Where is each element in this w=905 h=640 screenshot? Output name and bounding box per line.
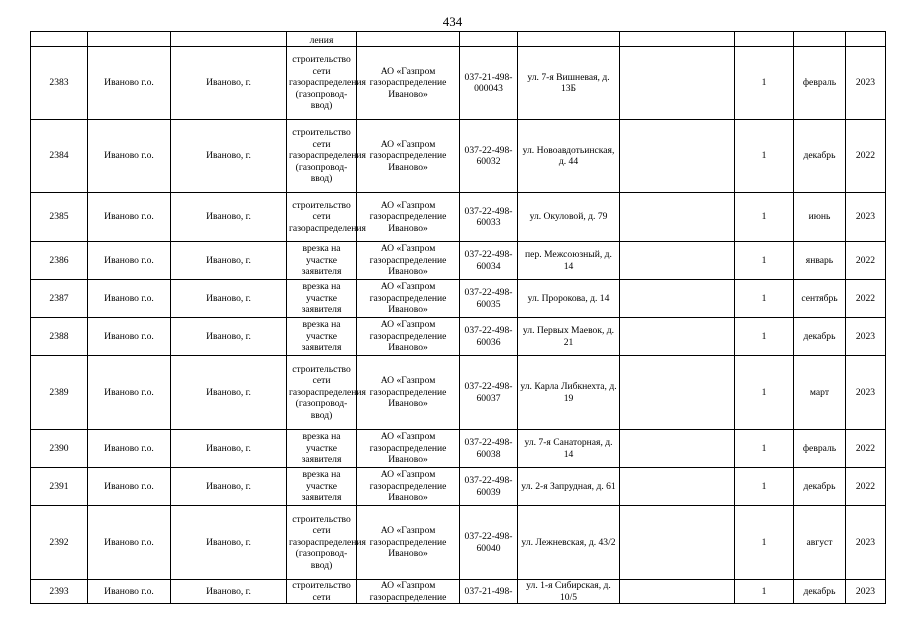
cell-work-type: врезка на участке заявителя (287, 242, 357, 280)
cell-project-code: 037-22-498-60040 (460, 506, 518, 580)
cell-year: 2023 (846, 47, 886, 120)
cell-organization: АО «Газпром газораспределение Иваново» (357, 193, 460, 242)
cell-municipality: Иваново г.о. (88, 193, 171, 242)
cell-project-code: 037-21-498- (460, 580, 518, 604)
cell-count: 1 (735, 280, 794, 318)
cell-year: 2022 (846, 430, 886, 468)
cell-count: 1 (735, 356, 794, 430)
cell-locality: Иваново, г. (171, 356, 287, 430)
registry-table (30, 31, 886, 604)
cell-work-type: строительство сети газораспределения (287, 193, 357, 242)
table-row (31, 280, 886, 318)
cell-organization: АО «Газпром газораспределение Иваново» (357, 120, 460, 193)
cell-municipality: Иваново г.о. (88, 280, 171, 318)
table-row (31, 580, 886, 604)
table-row (31, 506, 886, 580)
cell-year: 2023 (846, 318, 886, 356)
cell-year: 2022 (846, 468, 886, 506)
cell-work-type: строительство сети газораспределения (газопровод-ввод) (287, 356, 357, 430)
cell-count: 1 (735, 506, 794, 580)
cell-work-type: врезка на участке заявителя (287, 430, 357, 468)
cell-empty (620, 356, 735, 430)
cell-organization: АО «Газпром газораспределение Иваново» (357, 430, 460, 468)
cell-work-type: ления (287, 32, 357, 47)
cell-empty (620, 193, 735, 242)
table-row (31, 193, 886, 242)
cell-work-type: строительство сети газораспределения (газопровод-ввод) (287, 120, 357, 193)
cell-municipality: Иваново г.о. (88, 242, 171, 280)
cell-locality: Иваново, г. (171, 193, 287, 242)
cell-year: 2023 (846, 356, 886, 430)
cell-municipality: Иваново г.о. (88, 47, 171, 120)
cell-municipality: Иваново г.о. (88, 430, 171, 468)
cell-row-number: 2385 (31, 193, 88, 242)
cell-work-type: врезка на участке заявителя (287, 468, 357, 506)
table-row (31, 47, 886, 120)
cell-locality: Иваново, г. (171, 280, 287, 318)
cell-project-code: 037-22-498-60034 (460, 242, 518, 280)
cell-month: март (794, 356, 846, 430)
cell-organization: АО «Газпром газораспределение Иваново» (357, 318, 460, 356)
cell-row-number: 2386 (31, 242, 88, 280)
cell-count: 1 (735, 430, 794, 468)
cell-organization: АО «Газпром газораспределение Иваново» (357, 468, 460, 506)
cell-locality: Иваново, г. (171, 430, 287, 468)
cell-address: ул. Пророкова, д. 14 (518, 280, 620, 318)
cell-month: декабрь (794, 468, 846, 506)
cell-organization: АО «Газпром газораспределение Иваново» (357, 356, 460, 430)
cell-municipality: Иваново г.о. (88, 318, 171, 356)
cell-year: 2022 (846, 242, 886, 280)
table-row (31, 468, 886, 506)
cell-month: февраль (794, 47, 846, 120)
cell-empty (620, 506, 735, 580)
table-row (31, 120, 886, 193)
cell-empty (620, 318, 735, 356)
cell-empty (620, 242, 735, 280)
cell-count: 1 (735, 580, 794, 604)
cell-row-number: 2389 (31, 356, 88, 430)
cell-municipality: Иваново г.о. (88, 356, 171, 430)
cell-row-number: 2390 (31, 430, 88, 468)
cell-month: август (794, 506, 846, 580)
cell-organization: АО «Газпром газораспределение Иваново» (357, 242, 460, 280)
cell-count: 1 (735, 47, 794, 120)
cell-address: ул. 7-я Санаторная, д. 14 (518, 430, 620, 468)
cell-month: сентябрь (794, 280, 846, 318)
cell-year: 2023 (846, 193, 886, 242)
cell-municipality: Иваново г.о. (88, 506, 171, 580)
cell-row-number: 2391 (31, 468, 88, 506)
cell-month: декабрь (794, 120, 846, 193)
cell-empty (620, 430, 735, 468)
table-row (31, 430, 886, 468)
cell-month: январь (794, 242, 846, 280)
cell-month: декабрь (794, 318, 846, 356)
cell-project-code: 037-22-498-60032 (460, 120, 518, 193)
cell-address: ул. Окуловой, д. 79 (518, 193, 620, 242)
cell-address: ул. Карла Либкнехта, д. 19 (518, 356, 620, 430)
cell-work-type: строительство сети (287, 580, 357, 604)
cell-year: 2023 (846, 580, 886, 604)
cell-municipality: Иваново г.о. (88, 120, 171, 193)
cell-count: 1 (735, 120, 794, 193)
cell-work-type: строительство сети газораспределения (газопровод-ввод) (287, 47, 357, 120)
cell-month: февраль (794, 430, 846, 468)
table-row-continuation (31, 32, 886, 47)
cell-count: 1 (735, 468, 794, 506)
cell-empty (620, 120, 735, 193)
cell-locality: Иваново, г. (171, 580, 287, 604)
cell-locality: Иваново, г. (171, 468, 287, 506)
cell-month: декабрь (794, 580, 846, 604)
cell-address: ул. Первых Маевок, д. 21 (518, 318, 620, 356)
cell-year: 2022 (846, 120, 886, 193)
cell-organization: АО «Газпром газораспределение (357, 580, 460, 604)
cell-project-code: 037-22-498-60035 (460, 280, 518, 318)
cell-row-number: 2392 (31, 506, 88, 580)
cell-empty (620, 580, 735, 604)
page-number: 434 (442, 14, 463, 29)
cell-project-code: 037-22-498-60036 (460, 318, 518, 356)
cell-project-code: 037-22-498-60033 (460, 193, 518, 242)
table-body (31, 32, 886, 604)
cell-address: ул. 7-я Вишневая, д. 13Б (518, 47, 620, 120)
cell-locality: Иваново, г. (171, 242, 287, 280)
cell-address: ул. 2-я Запрудная, д. 61 (518, 468, 620, 506)
cell-project-code: 037-21-498-000043 (460, 47, 518, 120)
cell-locality: Иваново, г. (171, 318, 287, 356)
cell-count: 1 (735, 318, 794, 356)
cell-locality: Иваново, г. (171, 120, 287, 193)
cell-row-number: 2388 (31, 318, 88, 356)
cell-row-number: 2387 (31, 280, 88, 318)
cell-address: ул. Лежневская, д. 43/2 (518, 506, 620, 580)
cell-work-type: врезка на участке заявителя (287, 318, 357, 356)
cell-project-code: 037-22-498-60039 (460, 468, 518, 506)
cell-empty (620, 280, 735, 318)
cell-address: ул. 1-я Сибирская, д. 10/5 (518, 580, 620, 604)
cell-year: 2022 (846, 280, 886, 318)
cell-empty (620, 47, 735, 120)
cell-work-type: строительство сети газораспределения (газопровод-ввод) (287, 506, 357, 580)
cell-municipality: Иваново г.о. (88, 468, 171, 506)
cell-project-code: 037-22-498-60038 (460, 430, 518, 468)
cell-municipality: Иваново г.о. (88, 580, 171, 604)
cell-locality: Иваново, г. (171, 47, 287, 120)
cell-organization: АО «Газпром газораспределение Иваново» (357, 47, 460, 120)
table-row (31, 318, 886, 356)
cell-row-number: 2383 (31, 47, 88, 120)
cell-count: 1 (735, 193, 794, 242)
cell-count: 1 (735, 242, 794, 280)
cell-year: 2023 (846, 506, 886, 580)
cell-address: пер. Межсоюзный, д. 14 (518, 242, 620, 280)
cell-address: ул. Новоавдотьинская, д. 44 (518, 120, 620, 193)
cell-month: июнь (794, 193, 846, 242)
cell-work-type: врезка на участке заявителя (287, 280, 357, 318)
cell-organization: АО «Газпром газораспределение Иваново» (357, 506, 460, 580)
cell-organization: АО «Газпром газораспределение Иваново» (357, 280, 460, 318)
cell-locality: Иваново, г. (171, 506, 287, 580)
cell-row-number: 2384 (31, 120, 88, 193)
cell-project-code: 037-22-498-60037 (460, 356, 518, 430)
cell-empty (620, 468, 735, 506)
cell-row-number: 2393 (31, 580, 88, 604)
table-row (31, 356, 886, 430)
table-row (31, 242, 886, 280)
